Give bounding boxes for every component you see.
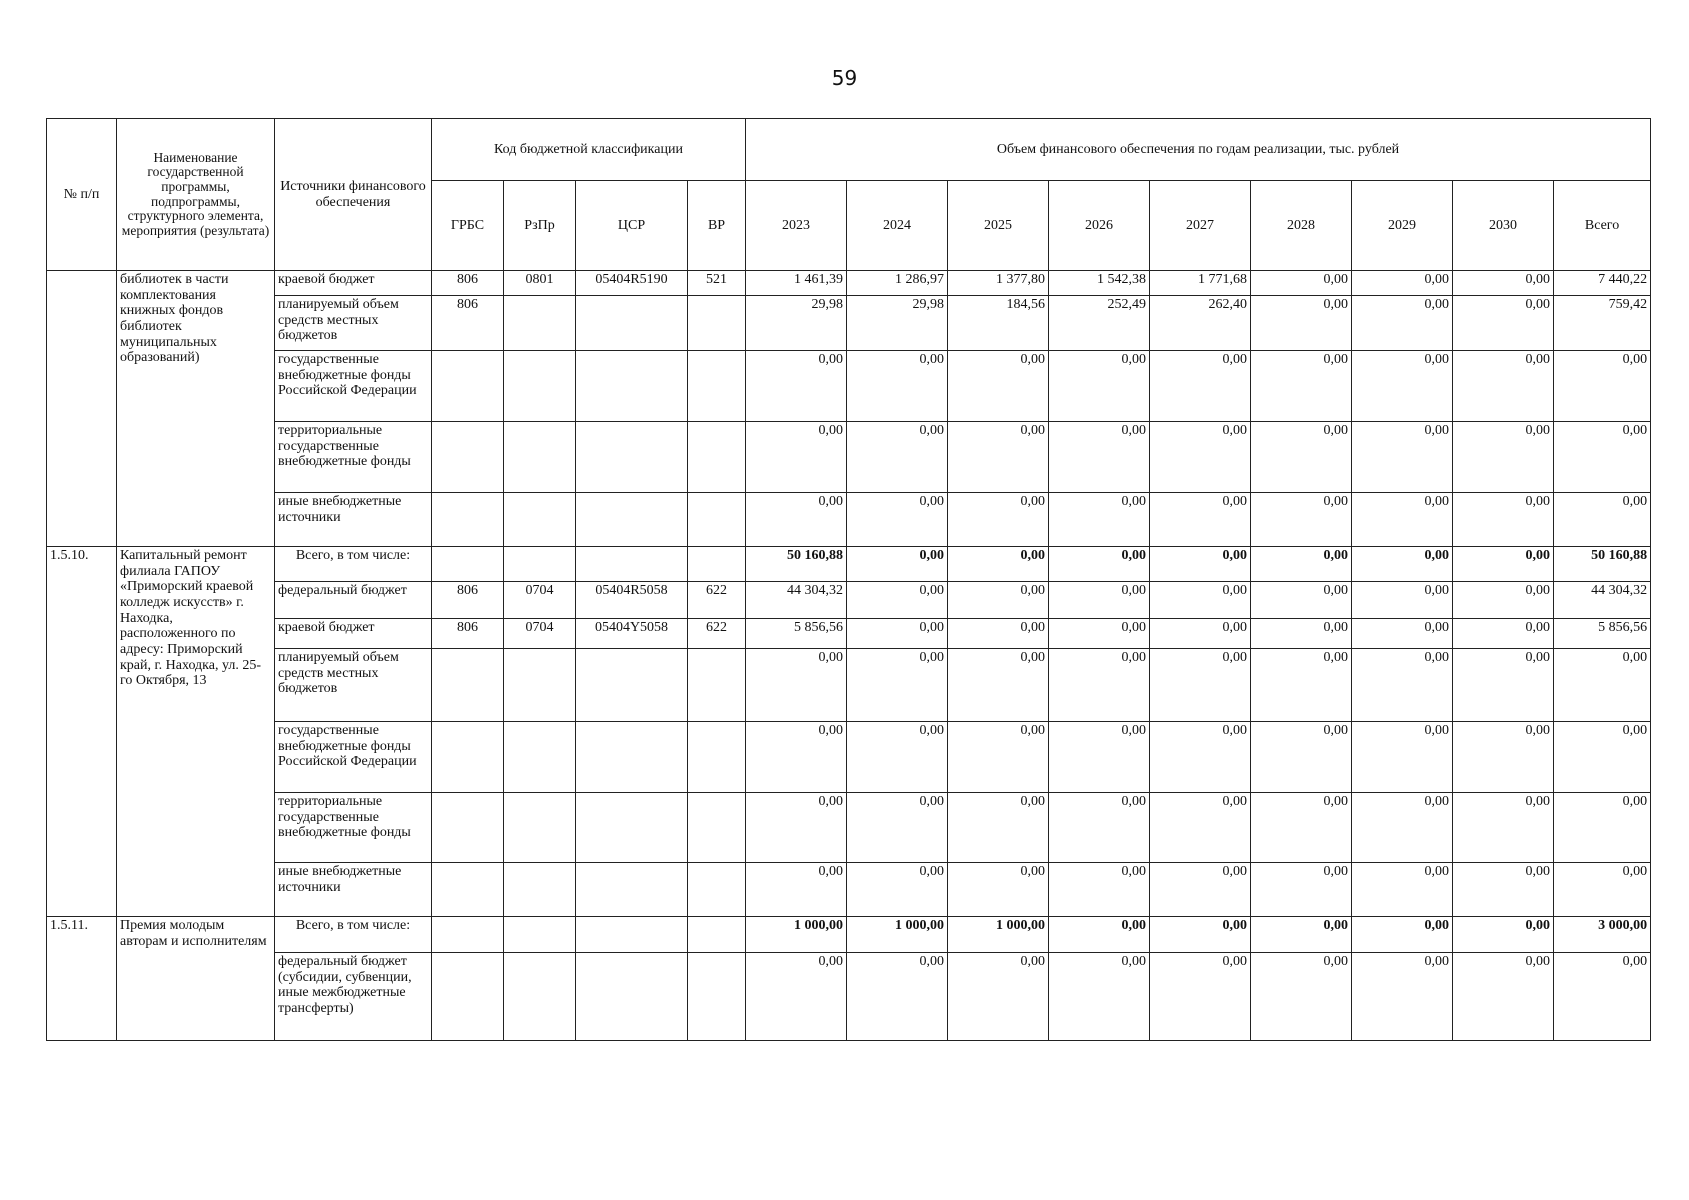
code-csr bbox=[576, 649, 688, 722]
code-grbs bbox=[432, 649, 504, 722]
value-cell: 0,00 bbox=[746, 649, 847, 722]
value-cell: 0,00 bbox=[1049, 582, 1150, 619]
code-rzpr: 0704 bbox=[504, 582, 576, 619]
value-cell: 0,00 bbox=[1352, 351, 1453, 422]
value-cell: 0,00 bbox=[1049, 793, 1150, 863]
value-cell: 0,00 bbox=[1150, 722, 1251, 793]
value-cell: 0,00 bbox=[1049, 619, 1150, 649]
value-cell: 0,00 bbox=[1453, 351, 1554, 422]
funding-source: Всего, в том числе: bbox=[275, 917, 432, 953]
table-row bbox=[47, 296, 1651, 351]
value-cell: 0,00 bbox=[1049, 422, 1150, 493]
value-cell: 0,00 bbox=[1251, 619, 1352, 649]
funding-source: территориальные государственные внебюджетные фонды bbox=[275, 793, 432, 863]
code-csr bbox=[576, 351, 688, 422]
header-code-group: Код бюджетной классификации bbox=[432, 119, 746, 181]
code-vr bbox=[688, 917, 746, 953]
table-total-row bbox=[47, 547, 1651, 582]
code-vr bbox=[688, 953, 746, 1041]
value-cell: 0,00 bbox=[1251, 422, 1352, 493]
value-total: 3 000,00 bbox=[1554, 917, 1651, 953]
value-total: 50 160,88 bbox=[1554, 547, 1651, 582]
item-index bbox=[47, 271, 117, 547]
value-cell: 29,98 bbox=[746, 296, 847, 351]
budget-table bbox=[46, 118, 1651, 1041]
value-cell: 0,00 bbox=[746, 493, 847, 547]
value-cell: 0,00 bbox=[1352, 649, 1453, 722]
value-cell: 0,00 bbox=[1251, 793, 1352, 863]
value-cell: 0,00 bbox=[1453, 619, 1554, 649]
value-cell: 0,00 bbox=[1150, 863, 1251, 917]
value-cell: 0,00 bbox=[1352, 953, 1453, 1041]
value-cell: 0,00 bbox=[1251, 351, 1352, 422]
code-grbs bbox=[432, 953, 504, 1041]
code-rzpr bbox=[504, 547, 576, 582]
funding-source: краевой бюджет bbox=[275, 271, 432, 296]
value-cell: 0,00 bbox=[1453, 296, 1554, 351]
value-cell: 0,00 bbox=[746, 863, 847, 917]
table-row bbox=[47, 619, 1651, 649]
header-year-col: 2029 bbox=[1352, 181, 1453, 271]
value-cell: 0,00 bbox=[1150, 351, 1251, 422]
value-cell: 0,00 bbox=[1352, 422, 1453, 493]
item-name: Капитальный ремонт филиала ГАПОУ «Приморский краевой колледж искусств» г. Находка, расположенного по адресу: Приморский край, г. Находка, ул. 25-го Октября, 13 bbox=[117, 547, 275, 917]
value-cell: 0,00 bbox=[847, 953, 948, 1041]
value-total: 7 440,22 bbox=[1554, 271, 1651, 296]
code-csr: 05404Y5058 bbox=[576, 619, 688, 649]
value-cell: 1 461,39 bbox=[746, 271, 847, 296]
header-year-col: 2024 bbox=[847, 181, 948, 271]
value-cell: 0,00 bbox=[1049, 863, 1150, 917]
value-total: 0,00 bbox=[1554, 953, 1651, 1041]
code-vr bbox=[688, 722, 746, 793]
value-total: 44 304,32 bbox=[1554, 582, 1651, 619]
header-year-col: 2028 bbox=[1251, 181, 1352, 271]
code-grbs bbox=[432, 547, 504, 582]
value-cell: 0,00 bbox=[948, 863, 1049, 917]
code-rzpr bbox=[504, 863, 576, 917]
code-csr bbox=[576, 547, 688, 582]
code-rzpr bbox=[504, 296, 576, 351]
header-year-col: 2023 bbox=[746, 181, 847, 271]
value-cell: 0,00 bbox=[948, 793, 1049, 863]
code-grbs bbox=[432, 917, 504, 953]
table-total-row bbox=[47, 917, 1651, 953]
code-rzpr bbox=[504, 953, 576, 1041]
value-cell: 0,00 bbox=[847, 547, 948, 582]
value-cell: 0,00 bbox=[1251, 953, 1352, 1041]
value-cell: 0,00 bbox=[948, 422, 1049, 493]
value-cell: 50 160,88 bbox=[746, 547, 847, 582]
code-vr bbox=[688, 793, 746, 863]
value-cell: 29,98 bbox=[847, 296, 948, 351]
header-year-col: 2027 bbox=[1150, 181, 1251, 271]
value-cell: 1 000,00 bbox=[847, 917, 948, 953]
code-grbs: 806 bbox=[432, 582, 504, 619]
item-name: Премия молодым авторам и исполнителям bbox=[117, 917, 275, 1041]
value-total: 0,00 bbox=[1554, 351, 1651, 422]
value-cell: 0,00 bbox=[1352, 271, 1453, 296]
code-vr bbox=[688, 649, 746, 722]
code-rzpr: 0704 bbox=[504, 619, 576, 649]
code-vr: 622 bbox=[688, 582, 746, 619]
code-csr bbox=[576, 953, 688, 1041]
value-cell: 0,00 bbox=[1453, 547, 1554, 582]
code-grbs: 806 bbox=[432, 296, 504, 351]
value-cell: 0,00 bbox=[1049, 351, 1150, 422]
code-vr: 521 bbox=[688, 271, 746, 296]
value-cell: 0,00 bbox=[847, 793, 948, 863]
code-grbs bbox=[432, 493, 504, 547]
header-year-col: 2030 bbox=[1453, 181, 1554, 271]
value-cell: 1 286,97 bbox=[847, 271, 948, 296]
value-cell: 0,00 bbox=[847, 582, 948, 619]
value-cell: 0,00 bbox=[1251, 296, 1352, 351]
code-grbs bbox=[432, 863, 504, 917]
value-cell: 0,00 bbox=[1352, 582, 1453, 619]
value-cell: 0,00 bbox=[1150, 547, 1251, 582]
funding-source: краевой бюджет bbox=[275, 619, 432, 649]
code-vr bbox=[688, 296, 746, 351]
funding-source: территориальные государственные внебюджетные фонды bbox=[275, 422, 432, 493]
value-cell: 252,49 bbox=[1049, 296, 1150, 351]
value-cell: 0,00 bbox=[948, 493, 1049, 547]
code-csr: 05404R5058 bbox=[576, 582, 688, 619]
value-cell: 262,40 bbox=[1150, 296, 1251, 351]
value-cell: 0,00 bbox=[948, 351, 1049, 422]
code-grbs bbox=[432, 351, 504, 422]
value-cell: 0,00 bbox=[1352, 296, 1453, 351]
value-cell: 0,00 bbox=[1150, 953, 1251, 1041]
header-year-col: 2026 bbox=[1049, 181, 1150, 271]
code-grbs bbox=[432, 422, 504, 493]
table-row bbox=[47, 863, 1651, 917]
code-rzpr bbox=[504, 793, 576, 863]
funding-source: планируемый объем средств местных бюджетов bbox=[275, 296, 432, 351]
code-vr bbox=[688, 351, 746, 422]
value-total: 0,00 bbox=[1554, 649, 1651, 722]
table-row bbox=[47, 271, 1651, 296]
value-cell: 0,00 bbox=[1453, 271, 1554, 296]
value-cell: 0,00 bbox=[1150, 619, 1251, 649]
value-cell: 0,00 bbox=[948, 582, 1049, 619]
value-cell: 0,00 bbox=[746, 351, 847, 422]
value-cell: 0,00 bbox=[746, 722, 847, 793]
value-cell: 0,00 bbox=[1352, 493, 1453, 547]
value-cell: 0,00 bbox=[948, 722, 1049, 793]
value-cell: 1 377,80 bbox=[948, 271, 1049, 296]
code-csr bbox=[576, 493, 688, 547]
code-csr bbox=[576, 722, 688, 793]
value-cell: 0,00 bbox=[1453, 953, 1554, 1041]
value-cell: 0,00 bbox=[1150, 917, 1251, 953]
value-cell: 0,00 bbox=[1453, 422, 1554, 493]
header-code-col: ВР bbox=[688, 181, 746, 271]
value-cell: 0,00 bbox=[1352, 722, 1453, 793]
funding-source: иные внебюджетные источники bbox=[275, 493, 432, 547]
value-cell: 0,00 bbox=[1352, 547, 1453, 582]
value-cell: 0,00 bbox=[1453, 793, 1554, 863]
value-cell: 0,00 bbox=[847, 619, 948, 649]
value-cell: 0,00 bbox=[1150, 582, 1251, 619]
table-row bbox=[47, 953, 1651, 1041]
header-source: Источники финансового обеспечения bbox=[275, 119, 432, 271]
value-total: 5 856,56 bbox=[1554, 619, 1651, 649]
item-index: 1.5.11. bbox=[47, 917, 117, 1041]
value-cell: 5 856,56 bbox=[746, 619, 847, 649]
header-year-col: Всего bbox=[1554, 181, 1651, 271]
value-cell: 0,00 bbox=[1251, 863, 1352, 917]
value-cell: 0,00 bbox=[1150, 793, 1251, 863]
value-cell: 0,00 bbox=[948, 619, 1049, 649]
code-vr bbox=[688, 547, 746, 582]
value-cell: 0,00 bbox=[847, 649, 948, 722]
value-cell: 0,00 bbox=[1049, 649, 1150, 722]
item-index: 1.5.10. bbox=[47, 547, 117, 917]
funding-source: федеральный бюджет (субсидии, субвенции, иные межбюджетные трансферты) bbox=[275, 953, 432, 1041]
table-row bbox=[47, 422, 1651, 493]
value-cell: 0,00 bbox=[1251, 722, 1352, 793]
table-row bbox=[47, 722, 1651, 793]
value-cell: 0,00 bbox=[847, 722, 948, 793]
value-cell: 184,56 bbox=[948, 296, 1049, 351]
value-cell: 0,00 bbox=[1049, 722, 1150, 793]
value-cell: 0,00 bbox=[847, 863, 948, 917]
funding-source: государственные внебюджетные фонды Российской Федерации bbox=[275, 351, 432, 422]
value-cell: 0,00 bbox=[1251, 917, 1352, 953]
code-grbs: 806 bbox=[432, 619, 504, 649]
value-cell: 0,00 bbox=[746, 793, 847, 863]
value-cell: 0,00 bbox=[1150, 422, 1251, 493]
table-row bbox=[47, 582, 1651, 619]
header-num: № п/п bbox=[47, 119, 117, 271]
value-cell: 0,00 bbox=[1150, 649, 1251, 722]
value-cell: 1 000,00 bbox=[746, 917, 847, 953]
value-cell: 0,00 bbox=[1453, 582, 1554, 619]
value-cell: 0,00 bbox=[1049, 953, 1150, 1041]
code-csr bbox=[576, 422, 688, 493]
funding-source: планируемый объем средств местных бюджетов bbox=[275, 649, 432, 722]
value-cell: 0,00 bbox=[1352, 793, 1453, 863]
code-grbs: 806 bbox=[432, 271, 504, 296]
code-rzpr bbox=[504, 917, 576, 953]
value-cell: 44 304,32 bbox=[746, 582, 847, 619]
table-row bbox=[47, 351, 1651, 422]
code-vr bbox=[688, 863, 746, 917]
code-rzpr bbox=[504, 649, 576, 722]
table-row bbox=[47, 493, 1651, 547]
value-cell: 0,00 bbox=[1049, 547, 1150, 582]
code-csr: 05404R5190 bbox=[576, 271, 688, 296]
header-name: Наименование государственной программы, подпрограммы, структурного элемента, мероприятия (результата) bbox=[117, 119, 275, 271]
header-year-col: 2025 bbox=[948, 181, 1049, 271]
value-cell: 0,00 bbox=[847, 422, 948, 493]
value-cell: 0,00 bbox=[1453, 493, 1554, 547]
header-code-col: ГРБС bbox=[432, 181, 504, 271]
value-cell: 0,00 bbox=[1251, 582, 1352, 619]
code-csr bbox=[576, 863, 688, 917]
item-name: библиотек в части комплектования книжных фондов библиотек муниципальных образований) bbox=[117, 271, 275, 547]
value-cell: 0,00 bbox=[1150, 493, 1251, 547]
code-vr bbox=[688, 422, 746, 493]
header-code-col: РзПр bbox=[504, 181, 576, 271]
funding-source: иные внебюджетные источники bbox=[275, 863, 432, 917]
value-cell: 1 771,68 bbox=[1150, 271, 1251, 296]
code-grbs bbox=[432, 793, 504, 863]
value-cell: 0,00 bbox=[746, 422, 847, 493]
code-vr bbox=[688, 493, 746, 547]
value-total: 0,00 bbox=[1554, 422, 1651, 493]
code-csr bbox=[576, 296, 688, 351]
funding-source: государственные внебюджетные фонды Российской Федерации bbox=[275, 722, 432, 793]
header-volume-group: Объем финансового обеспечения по годам реализации, тыс. рублей bbox=[746, 119, 1651, 181]
value-cell: 0,00 bbox=[1453, 722, 1554, 793]
value-cell: 0,00 bbox=[948, 649, 1049, 722]
code-rzpr bbox=[504, 493, 576, 547]
value-cell: 0,00 bbox=[847, 493, 948, 547]
code-rzpr bbox=[504, 422, 576, 493]
value-cell: 0,00 bbox=[1453, 863, 1554, 917]
value-total: 0,00 bbox=[1554, 863, 1651, 917]
value-cell: 0,00 bbox=[1049, 917, 1150, 953]
value-cell: 0,00 bbox=[1352, 917, 1453, 953]
funding-source: федеральный бюджет bbox=[275, 582, 432, 619]
value-cell: 0,00 bbox=[746, 953, 847, 1041]
value-cell: 0,00 bbox=[1352, 863, 1453, 917]
value-cell: 1 000,00 bbox=[948, 917, 1049, 953]
value-total: 759,42 bbox=[1554, 296, 1651, 351]
code-grbs bbox=[432, 722, 504, 793]
value-cell: 1 542,38 bbox=[1049, 271, 1150, 296]
value-cell: 0,00 bbox=[948, 953, 1049, 1041]
value-cell: 0,00 bbox=[1352, 619, 1453, 649]
value-cell: 0,00 bbox=[1453, 649, 1554, 722]
value-cell: 0,00 bbox=[1453, 917, 1554, 953]
value-cell: 0,00 bbox=[1251, 271, 1352, 296]
funding-source: Всего, в том числе: bbox=[275, 547, 432, 582]
value-cell: 0,00 bbox=[1251, 547, 1352, 582]
code-rzpr: 0801 bbox=[504, 271, 576, 296]
value-total: 0,00 bbox=[1554, 722, 1651, 793]
code-csr bbox=[576, 917, 688, 953]
value-cell: 0,00 bbox=[948, 547, 1049, 582]
value-cell: 0,00 bbox=[847, 351, 948, 422]
code-rzpr bbox=[504, 722, 576, 793]
value-cell: 0,00 bbox=[1049, 493, 1150, 547]
table-row bbox=[47, 793, 1651, 863]
page-number: 59 bbox=[831, 66, 858, 90]
table-row bbox=[47, 649, 1651, 722]
header-code-col: ЦСР bbox=[576, 181, 688, 271]
value-total: 0,00 bbox=[1554, 793, 1651, 863]
value-cell: 0,00 bbox=[1251, 493, 1352, 547]
value-cell: 0,00 bbox=[1251, 649, 1352, 722]
code-vr: 622 bbox=[688, 619, 746, 649]
code-rzpr bbox=[504, 351, 576, 422]
code-csr bbox=[576, 793, 688, 863]
value-total: 0,00 bbox=[1554, 493, 1651, 547]
